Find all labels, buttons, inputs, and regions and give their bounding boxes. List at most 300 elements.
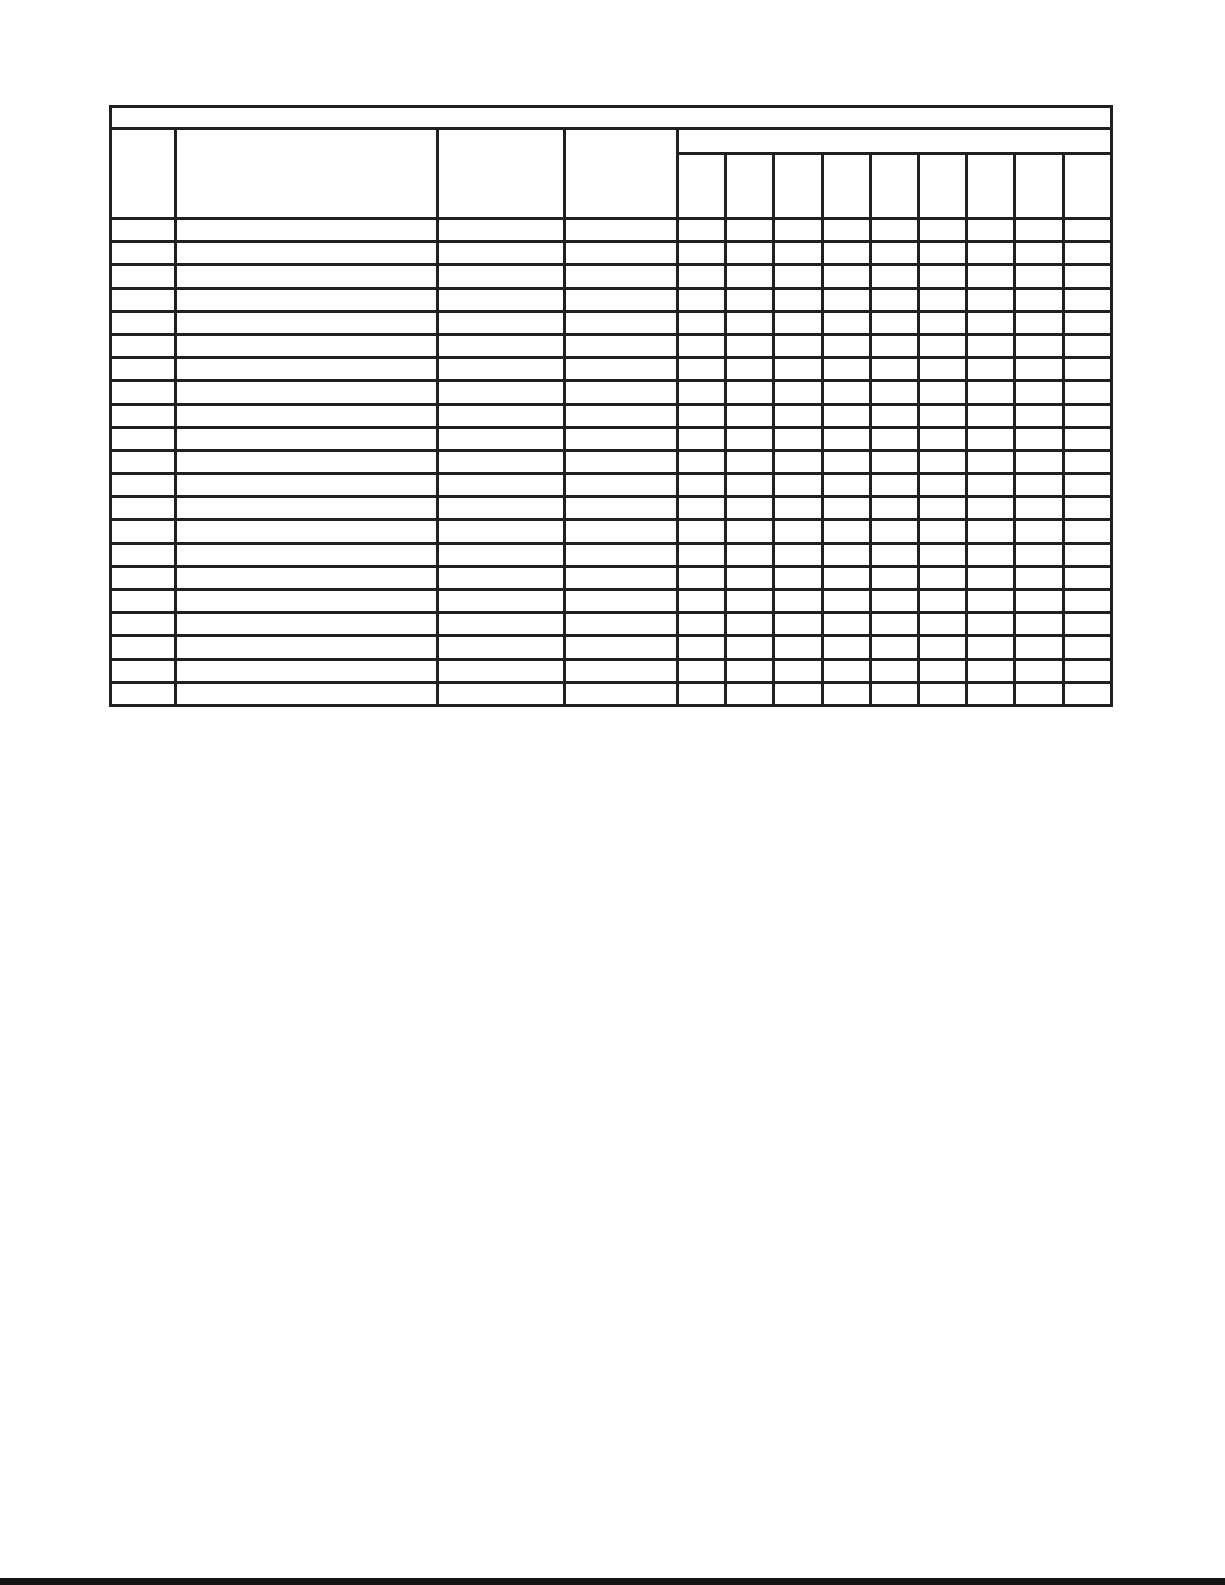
body-cell (918, 427, 966, 450)
body-cell (176, 334, 438, 357)
body-cell (967, 334, 1015, 357)
body-cell (967, 450, 1015, 473)
body-row (111, 566, 1112, 589)
body-cell (176, 381, 438, 404)
body-cell (774, 543, 822, 566)
body-cell (111, 474, 176, 497)
body-row (111, 334, 1112, 357)
body-cell (176, 636, 438, 659)
body-cell (870, 590, 918, 613)
body-cell (1015, 520, 1063, 543)
body-cell (678, 427, 726, 450)
body-cell (1063, 358, 1111, 381)
body-cell (176, 613, 438, 636)
body-cell (822, 566, 870, 589)
body-cell (967, 520, 1015, 543)
body-cell (726, 404, 774, 427)
body-row (111, 590, 1112, 613)
body-cell (1063, 590, 1111, 613)
body-row (111, 265, 1112, 288)
body-cell (822, 613, 870, 636)
body-cell (870, 659, 918, 682)
body-cell (1015, 311, 1063, 334)
body-row (111, 543, 1112, 566)
body-cell (111, 381, 176, 404)
body-cell (565, 636, 678, 659)
body-cell (111, 242, 176, 265)
body-cell (111, 450, 176, 473)
body-cell (176, 265, 438, 288)
body-cell (111, 265, 176, 288)
body-cell (918, 265, 966, 288)
body-cell (565, 358, 678, 381)
body-cell (967, 613, 1015, 636)
body-cell (1015, 659, 1063, 682)
body-cell (678, 497, 726, 520)
body-cell (774, 613, 822, 636)
body-cell (438, 613, 565, 636)
body-cell (111, 427, 176, 450)
body-cell (967, 590, 1015, 613)
body-cell (565, 613, 678, 636)
body-cell (176, 404, 438, 427)
body-cell (1063, 543, 1111, 566)
body-cell (111, 404, 176, 427)
body-cell (870, 242, 918, 265)
body-cell (726, 590, 774, 613)
body-cell (111, 497, 176, 520)
body-cell (1063, 520, 1111, 543)
body-cell (918, 659, 966, 682)
body-cell (967, 659, 1015, 682)
body-cell (438, 311, 565, 334)
sub-header-cell (1015, 154, 1063, 219)
body-cell (1015, 566, 1063, 589)
body-cell (1015, 381, 1063, 404)
body-cell (111, 659, 176, 682)
body-cell (967, 427, 1015, 450)
body-cell (918, 450, 966, 473)
body-cell (774, 450, 822, 473)
body-cell (1015, 497, 1063, 520)
body-cell (774, 497, 822, 520)
sub-header-cell (678, 154, 726, 219)
body-row (111, 381, 1112, 404)
body-cell (726, 219, 774, 242)
body-cell (822, 242, 870, 265)
body-cell (1063, 265, 1111, 288)
body-cell (870, 682, 918, 705)
body-cell (678, 334, 726, 357)
body-cell (678, 636, 726, 659)
body-cell (726, 636, 774, 659)
body-cell (822, 682, 870, 705)
body-cell (822, 334, 870, 357)
sub-header-cell (918, 154, 966, 219)
body-cell (111, 288, 176, 311)
body-cell (176, 450, 438, 473)
body-cell (438, 288, 565, 311)
body-cell (1015, 404, 1063, 427)
form-title-cell (111, 107, 1112, 129)
main-header-cell (565, 129, 678, 219)
body-cell (822, 520, 870, 543)
body-cell (678, 311, 726, 334)
form-title-row (111, 107, 1112, 129)
body-cell (774, 659, 822, 682)
body-cell (822, 474, 870, 497)
body-cell (565, 543, 678, 566)
body-cell (774, 520, 822, 543)
body-cell (870, 219, 918, 242)
body-cell (438, 219, 565, 242)
body-cell (176, 311, 438, 334)
body-cell (774, 265, 822, 288)
body-cell (438, 659, 565, 682)
body-cell (678, 590, 726, 613)
body-cell (870, 520, 918, 543)
body-cell (870, 450, 918, 473)
body-cell (1063, 427, 1111, 450)
body-cell (870, 358, 918, 381)
body-cell (438, 358, 565, 381)
main-header-cell (438, 129, 565, 219)
main-header-cell (176, 129, 438, 219)
body-cell (1063, 334, 1111, 357)
body-cell (1015, 474, 1063, 497)
body-cell (1015, 450, 1063, 473)
body-cell (967, 381, 1015, 404)
body-cell (918, 242, 966, 265)
body-cell (726, 543, 774, 566)
sub-header-cell (822, 154, 870, 219)
body-cell (1015, 636, 1063, 659)
body-cell (870, 497, 918, 520)
body-cell (438, 404, 565, 427)
body-cell (822, 288, 870, 311)
body-cell (176, 474, 438, 497)
body-cell (565, 497, 678, 520)
body-cell (967, 219, 1015, 242)
body-cell (870, 381, 918, 404)
body-cell (176, 659, 438, 682)
body-cell (918, 590, 966, 613)
body-cell (967, 265, 1015, 288)
body-cell (176, 242, 438, 265)
body-cell (822, 219, 870, 242)
body-cell (438, 497, 565, 520)
body-cell (870, 427, 918, 450)
body-row (111, 288, 1112, 311)
body-cell (918, 219, 966, 242)
body-cell (678, 381, 726, 404)
body-cell (1015, 242, 1063, 265)
body-cell (678, 404, 726, 427)
body-cell (1063, 381, 1111, 404)
body-cell (438, 474, 565, 497)
body-cell (774, 358, 822, 381)
main-header-cell (111, 129, 176, 219)
body-cell (678, 358, 726, 381)
body-cell (967, 497, 1015, 520)
body-cell (918, 682, 966, 705)
body-cell (678, 219, 726, 242)
body-cell (774, 404, 822, 427)
body-cell (176, 682, 438, 705)
body-cell (111, 613, 176, 636)
body-cell (774, 474, 822, 497)
body-cell (967, 682, 1015, 705)
body-cell (565, 334, 678, 357)
sub-header-cell (870, 154, 918, 219)
body-cell (918, 474, 966, 497)
body-cell (726, 566, 774, 589)
body-cell (438, 682, 565, 705)
body-cell (438, 450, 565, 473)
body-row (111, 358, 1112, 381)
body-row (111, 682, 1112, 705)
body-row (111, 427, 1112, 450)
sub-header-cell (726, 154, 774, 219)
blank-form-table (109, 105, 1113, 707)
body-cell (438, 427, 565, 450)
body-cell (726, 358, 774, 381)
body-cell (774, 381, 822, 404)
body-cell (176, 288, 438, 311)
body-cell (1063, 404, 1111, 427)
body-cell (726, 450, 774, 473)
body-cell (726, 682, 774, 705)
body-cell (774, 682, 822, 705)
body-cell (967, 242, 1015, 265)
body-cell (726, 474, 774, 497)
body-cell (726, 265, 774, 288)
body-cell (870, 265, 918, 288)
body-cell (774, 590, 822, 613)
body-cell (176, 520, 438, 543)
body-cell (918, 404, 966, 427)
body-cell (1015, 543, 1063, 566)
body-cell (565, 265, 678, 288)
body-cell (438, 520, 565, 543)
body-cell (822, 497, 870, 520)
body-cell (967, 358, 1015, 381)
body-cell (918, 311, 966, 334)
body-cell (774, 636, 822, 659)
body-cell (678, 520, 726, 543)
body-cell (565, 682, 678, 705)
body-row (111, 311, 1112, 334)
body-cell (967, 474, 1015, 497)
body-cell (918, 566, 966, 589)
body-row (111, 636, 1112, 659)
body-cell (726, 497, 774, 520)
body-cell (870, 311, 918, 334)
body-cell (1063, 450, 1111, 473)
sub-header-cell (967, 154, 1015, 219)
body-cell (1015, 358, 1063, 381)
sub-header-cell (774, 154, 822, 219)
body-cell (918, 520, 966, 543)
body-row (111, 404, 1112, 427)
body-cell (918, 636, 966, 659)
body-cell (870, 566, 918, 589)
body-cell (678, 288, 726, 311)
body-cell (822, 427, 870, 450)
body-cell (918, 543, 966, 566)
body-cell (111, 543, 176, 566)
body-cell (176, 427, 438, 450)
body-cell (678, 613, 726, 636)
body-cell (438, 334, 565, 357)
body-cell (822, 311, 870, 334)
body-cell (918, 613, 966, 636)
body-cell (967, 404, 1015, 427)
body-cell (111, 311, 176, 334)
body-cell (111, 590, 176, 613)
body-cell (678, 566, 726, 589)
body-cell (870, 334, 918, 357)
body-cell (1015, 590, 1063, 613)
body-row (111, 659, 1112, 682)
body-cell (1015, 288, 1063, 311)
body-cell (967, 543, 1015, 566)
body-row (111, 520, 1112, 543)
body-cell (438, 242, 565, 265)
body-cell (822, 358, 870, 381)
body-cell (176, 543, 438, 566)
body-cell (1015, 265, 1063, 288)
body-cell (176, 358, 438, 381)
body-cell (822, 450, 870, 473)
body-cell (565, 450, 678, 473)
body-cell (870, 613, 918, 636)
body-cell (1063, 288, 1111, 311)
body-row (111, 450, 1112, 473)
body-cell (726, 659, 774, 682)
body-cell (918, 381, 966, 404)
body-row (111, 474, 1112, 497)
body-cell (438, 543, 565, 566)
body-cell (438, 590, 565, 613)
body-cell (1015, 613, 1063, 636)
body-cell (565, 520, 678, 543)
body-cell (678, 659, 726, 682)
body-cell (1015, 682, 1063, 705)
body-cell (967, 311, 1015, 334)
body-cell (774, 566, 822, 589)
body-cell (565, 381, 678, 404)
body-cell (1063, 311, 1111, 334)
body-cell (678, 682, 726, 705)
body-cell (565, 566, 678, 589)
body-cell (438, 566, 565, 589)
body-cell (726, 311, 774, 334)
body-cell (918, 334, 966, 357)
body-cell (1063, 497, 1111, 520)
body-cell (176, 219, 438, 242)
body-cell (822, 636, 870, 659)
body-cell (870, 636, 918, 659)
body-cell (822, 381, 870, 404)
header-main-row (111, 129, 1112, 154)
body-cell (176, 497, 438, 520)
body-cell (822, 590, 870, 613)
body-cell (967, 288, 1015, 311)
body-cell (822, 659, 870, 682)
body-cell (918, 358, 966, 381)
body-cell (726, 381, 774, 404)
body-cell (1063, 242, 1111, 265)
body-cell (774, 219, 822, 242)
body-cell (1063, 659, 1111, 682)
body-cell (1015, 427, 1063, 450)
body-cell (870, 474, 918, 497)
body-cell (870, 288, 918, 311)
body-row (111, 497, 1112, 520)
body-cell (726, 613, 774, 636)
body-cell (726, 242, 774, 265)
body-cell (967, 636, 1015, 659)
body-cell (1063, 636, 1111, 659)
body-cell (774, 288, 822, 311)
body-cell (726, 288, 774, 311)
body-cell (111, 682, 176, 705)
body-cell (774, 311, 822, 334)
body-cell (111, 566, 176, 589)
body-cell (822, 265, 870, 288)
body-cell (726, 520, 774, 543)
sub-header-cell (1063, 154, 1111, 219)
body-cell (678, 543, 726, 566)
body-cell (918, 497, 966, 520)
body-cell (565, 219, 678, 242)
body-cell (565, 590, 678, 613)
body-cell (870, 404, 918, 427)
body-cell (678, 474, 726, 497)
body-cell (1063, 219, 1111, 242)
body-cell (678, 242, 726, 265)
body-cell (822, 404, 870, 427)
body-cell (438, 265, 565, 288)
body-cell (565, 659, 678, 682)
body-cell (565, 404, 678, 427)
body-cell (111, 219, 176, 242)
body-row (111, 219, 1112, 242)
body-cell (1063, 474, 1111, 497)
body-cell (726, 427, 774, 450)
body-cell (176, 566, 438, 589)
body-cell (111, 334, 176, 357)
body-cell (678, 265, 726, 288)
body-cell (565, 427, 678, 450)
body-cell (1063, 682, 1111, 705)
body-cell (1015, 219, 1063, 242)
body-cell (111, 636, 176, 659)
body-row (111, 613, 1112, 636)
page-bottom-edge-bar (0, 1578, 1225, 1585)
body-cell (1063, 566, 1111, 589)
body-cell (918, 288, 966, 311)
body-cell (1015, 334, 1063, 357)
body-cell (176, 590, 438, 613)
body-cell (111, 358, 176, 381)
body-cell (1063, 613, 1111, 636)
body-cell (967, 566, 1015, 589)
body-cell (111, 520, 176, 543)
body-cell (565, 474, 678, 497)
body-cell (870, 543, 918, 566)
